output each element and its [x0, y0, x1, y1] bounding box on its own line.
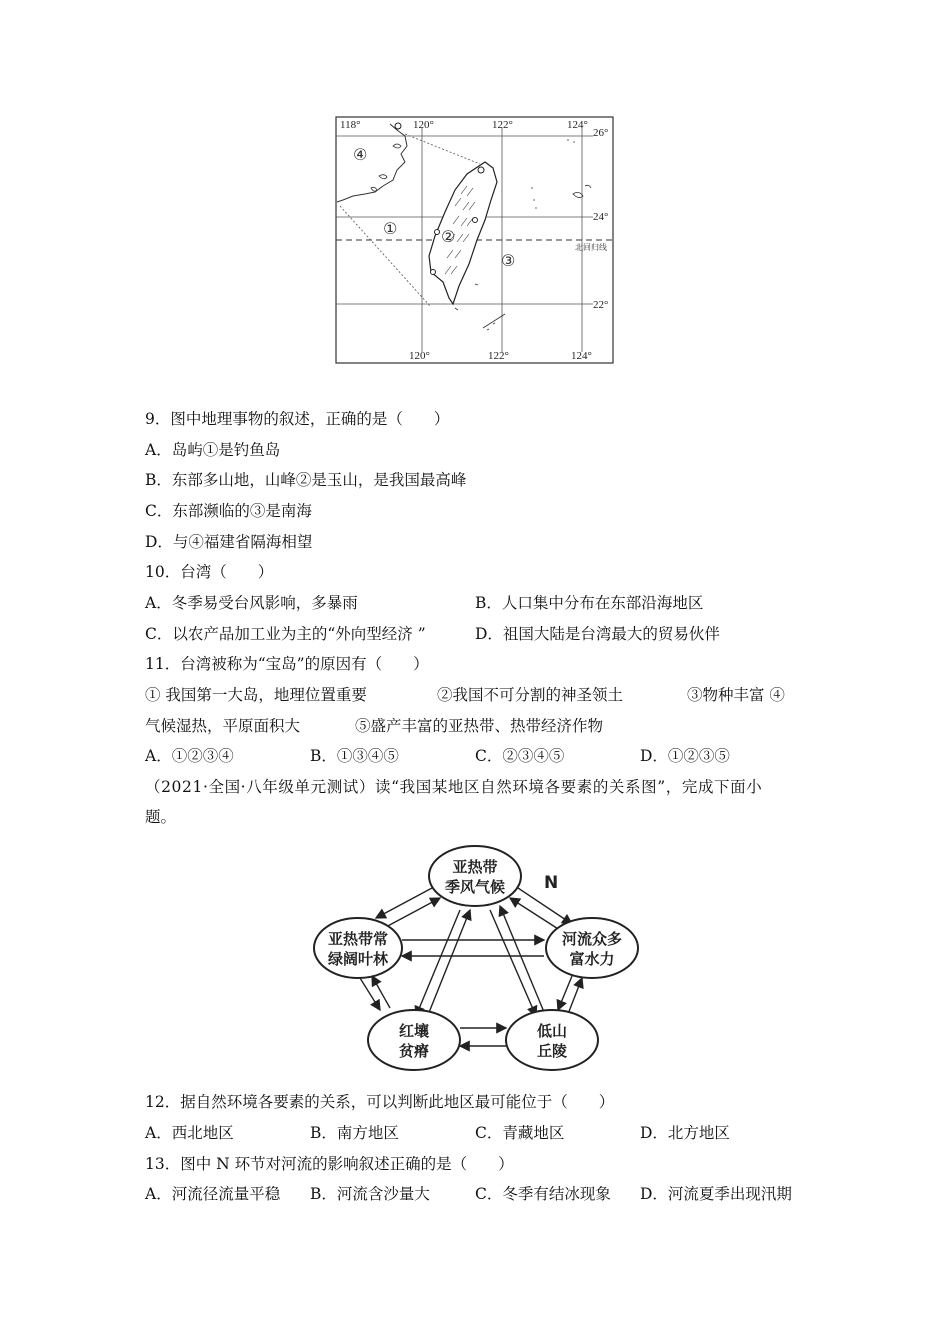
lon-label-120-bottom: 120° — [409, 350, 430, 362]
q11-option-a: A．①②③④ — [145, 747, 234, 765]
q10-option-a: A．冬季易受台风影响，多暴雨 — [145, 594, 358, 612]
node-climate-line1: 亚热带 — [452, 858, 498, 876]
q11-item-5: ⑤盛产丰富的亚热带、热带经济作物 — [355, 717, 604, 735]
lon-label-122-bottom: 122° — [488, 350, 509, 362]
node-hills — [506, 1010, 598, 1070]
q11-item-2: ②我国不可分割的神圣领土 — [437, 686, 624, 704]
marker-1: ① — [383, 219, 398, 238]
node-soil-line2: 贫瘠 — [398, 1042, 430, 1060]
n-label: N — [544, 873, 559, 893]
marker-2: ② — [441, 227, 456, 246]
lat-label-26: 26° — [593, 127, 609, 139]
q11-item-4: 气候湿热，平原面积大 — [145, 717, 301, 735]
q9-stem: 9．图中地理事物的叙述，正确的是（ ） — [145, 410, 450, 428]
lat-label-24: 24° — [593, 211, 609, 223]
q11-option-b: B．①③④⑤ — [310, 747, 399, 765]
node-forest-line1: 亚热带常 — [327, 930, 389, 948]
node-forest-line2: 绿阔叶林 — [327, 950, 389, 968]
node-rivers-line2: 富水力 — [569, 950, 615, 968]
q12-option-b: B．南方地区 — [310, 1124, 399, 1142]
environment-relationship-diagram — [310, 844, 650, 1076]
lat-label-22: 22° — [593, 299, 609, 311]
q9-option-c: C．东部濒临的③是南海 — [145, 502, 312, 520]
node-climate — [429, 846, 521, 906]
lon-label-122-top: 122° — [492, 119, 513, 131]
lon-label-124-top: 124° — [567, 119, 588, 131]
q12-option-a: A．西北地区 — [145, 1124, 234, 1142]
lon-label-120-top: 120° — [413, 119, 434, 131]
q12-option-d: D．北方地区 — [640, 1124, 730, 1142]
q11-item-3: ③物种丰富 ④ — [687, 686, 785, 704]
node-soil-line1: 红壤 — [398, 1022, 430, 1040]
node-rivers-line1: 河流众多 — [561, 930, 623, 948]
lon-label-118: 118° — [340, 119, 361, 131]
q10-stem: 10．台湾（ ） — [145, 563, 274, 581]
marker-4: ④ — [353, 145, 368, 164]
q13-stem: 13．图中 N 环节对河流的影响叙述正确的是（ ） — [145, 1155, 514, 1173]
section-intro-line2: 题。 — [145, 808, 177, 826]
node-soil — [368, 1010, 460, 1070]
q13-option-b: B．河流含沙量大 — [310, 1185, 430, 1203]
node-hills-line1: 低山 — [536, 1022, 568, 1040]
node-rivers — [546, 918, 638, 978]
q13-option-a: A．河流径流量平稳 — [145, 1185, 281, 1203]
marker-3: ③ — [501, 251, 516, 270]
q9-option-a: A．岛屿①是钓鱼岛 — [145, 441, 281, 459]
lon-label-124-bottom: 124° — [571, 350, 592, 362]
q12-stem: 12．据自然环境各要素的关系，可以判断此地区最可能位于（ ） — [145, 1093, 615, 1111]
q10-option-d: D．祖国大陆是台湾最大的贸易伙伴 — [475, 625, 720, 643]
q10-option-b: B．人口集中分布在东部沿海地区 — [475, 594, 704, 612]
q9-option-d: D．与④福建省隔海相望 — [145, 533, 313, 551]
q13-option-c: C．冬季有结冰现象 — [475, 1185, 611, 1203]
q9-option-b: B．东部多山地，山峰②是玉山，是我国最高峰 — [145, 471, 467, 489]
q11-option-d: D．①②③⑤ — [640, 747, 730, 765]
q12-option-c: C．青藏地区 — [475, 1124, 565, 1142]
node-climate-line2: 季风气候 — [444, 878, 506, 896]
q13-option-d: D．河流夏季出现汛期 — [640, 1185, 792, 1203]
q10-option-c: C．以农产品加工业为主的“外向型经济 ” — [145, 625, 426, 643]
node-forest — [314, 918, 402, 978]
q11-option-c: C．②③④⑤ — [475, 747, 565, 765]
section-intro-line1: （2021·全国·八年级单元测试）读“我国某地区自然环境各要素的关系图”，完成下面小 — [145, 778, 763, 796]
node-hills-line2: 丘陵 — [536, 1042, 568, 1060]
q11-item-1: ① 我国第一大岛，地理位置重要 — [145, 686, 367, 704]
q11-stem: 11．台湾被称为“宝岛”的原因有（ ） — [145, 655, 429, 673]
taiwan-map — [335, 116, 615, 366]
tropic-label: 北回归线 — [575, 243, 607, 252]
